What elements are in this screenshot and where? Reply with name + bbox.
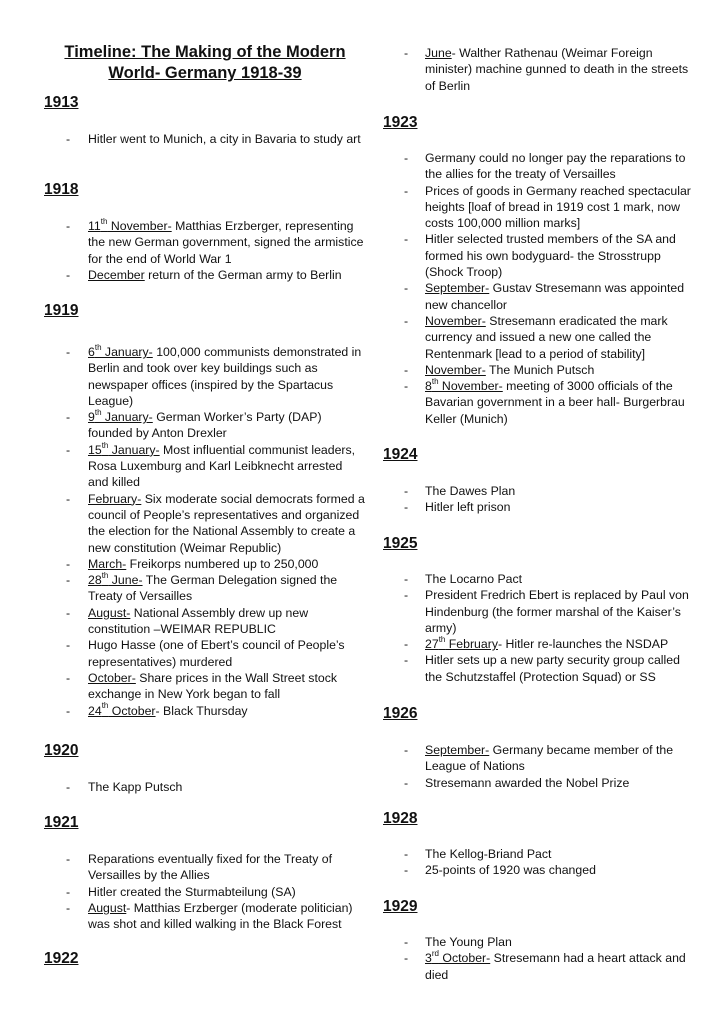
event-list <box>383 846 695 879</box>
date-month: January- <box>101 345 153 359</box>
year-heading: 1921 <box>44 814 79 831</box>
event-text: meeting of 3000 officials of the Bavarian government in a beer hall- Burgerbrau Keller (Munich) <box>425 379 685 426</box>
ordinal-suffix: th <box>101 440 109 450</box>
ordinal-suffix: th <box>101 571 109 581</box>
event-text: Six moderate social democrats formed a council of People’s representatives and organized the election for the National Assembly to create a new constitution (Weimar Republic) <box>88 491 365 555</box>
event-list <box>44 851 366 932</box>
bullet-dash: - <box>404 484 409 498</box>
event-text: - Walther Rathenau (Weimar Foreign minister) machine gunned to death in the streets of Berlin <box>425 46 689 93</box>
event-date: September- <box>425 281 490 296</box>
event-text: Stresemann eradicated the mark currency and issued a new one called the Rentenmark [lead to a period of stability] <box>425 313 668 361</box>
date-day: 28 <box>88 573 102 588</box>
event-text: Prices of goods in Germany reached spectacular heights [loaf of bread in 1919 cost 1 mark, now costs 100,000 million marks] <box>425 183 691 231</box>
event-item <box>44 779 366 795</box>
year-heading: 1920 <box>44 742 79 759</box>
bullet-dash: - <box>404 775 409 790</box>
event-item <box>383 499 695 515</box>
event-item <box>383 587 695 636</box>
event-text: - Black Thursday <box>155 703 248 718</box>
event-item <box>383 483 695 499</box>
event-item <box>383 862 695 878</box>
event-text: Most influential communist leaders, Rosa Luxemburg and Karl Leibknecht arrested and killed <box>88 442 356 490</box>
event-item <box>44 442 366 491</box>
event-text: The German Delegation signed the Treaty of Versailles <box>88 573 338 604</box>
event-text: The Munich Putsch <box>485 362 595 377</box>
event-item <box>383 280 695 313</box>
event-item <box>383 652 695 685</box>
bullet-dash: - <box>404 743 409 757</box>
event-item <box>44 556 366 572</box>
event-item <box>383 313 695 362</box>
event-date <box>88 216 172 233</box>
event-text: The Locarno Pact <box>425 572 523 586</box>
bullet-dash: - <box>66 703 71 718</box>
bullet-dash: - <box>66 410 71 425</box>
event-text: President Fredrich Ebert is replaced by Paul von Hindenburg (the former marshal of the Kaiser’s army) <box>425 588 689 635</box>
event-date <box>88 342 153 359</box>
date-month: November- <box>107 219 172 233</box>
date-day: 15 <box>88 442 102 457</box>
event-item <box>383 950 695 983</box>
event-text: - Matthias Erzberger (moderate politician) was shot and killed walking in the Black Forest <box>88 900 353 932</box>
event-item <box>383 934 695 950</box>
bullet-dash: - <box>66 132 71 146</box>
bullet-dash: - <box>66 605 71 620</box>
bullet-dash: - <box>404 847 409 861</box>
bullet-dash: - <box>404 151 409 165</box>
event-item <box>383 571 695 587</box>
event-list <box>44 131 366 147</box>
year-heading: 1925 <box>383 535 418 552</box>
event-item <box>383 846 695 862</box>
event-text: Freikorps numbered up to 250,000 <box>126 556 319 571</box>
date-day: 24 <box>88 703 102 718</box>
event-item <box>383 45 695 94</box>
year-heading: 1928 <box>383 810 418 827</box>
ordinal-suffix: th <box>100 216 108 226</box>
bullet-dash: - <box>404 637 409 652</box>
event-item <box>44 851 366 884</box>
date-day: 3 <box>425 951 432 966</box>
event-text: Hitler left prison <box>425 500 511 515</box>
bullet-dash: - <box>66 491 71 506</box>
event-item <box>44 572 366 605</box>
event-text: The Young Plan <box>425 935 512 949</box>
bullet-dash: - <box>66 670 71 685</box>
event-item <box>383 183 695 232</box>
event-text: 100,000 communists demonstrated in Berlin and took over key buildings such as newspaper offices (inspired by the Spartacus League) <box>88 345 362 408</box>
event-text: Matthias Erzberger, representing the new German government, signed the armistice for the end of World War 1 <box>88 219 364 266</box>
event-text: The Kellog-Briand Pact <box>425 847 552 861</box>
event-item <box>44 267 366 283</box>
event-date: August- <box>88 605 131 620</box>
bullet-dash: - <box>66 573 71 588</box>
event-text: Hitler selected trusted members of the SA and formed his own bodyguard- the Strosstrupp (Shock Troop) <box>425 232 676 280</box>
ordinal-suffix: th <box>94 342 102 352</box>
bullet-dash: - <box>404 935 409 949</box>
bullet-dash: - <box>404 183 409 198</box>
bullet-dash: - <box>404 281 409 296</box>
event-list <box>383 45 695 94</box>
event-item <box>44 218 366 267</box>
event-item <box>44 703 366 719</box>
event-date <box>88 440 160 457</box>
event-date: June <box>425 46 452 60</box>
event-date: August <box>88 900 127 915</box>
event-item <box>44 900 366 933</box>
event-date: February- <box>88 491 142 506</box>
bullet-dash: - <box>404 653 409 668</box>
bullet-dash: - <box>404 379 409 394</box>
event-text: Stresemann had a heart attack and died <box>425 951 686 982</box>
event-item <box>383 378 695 427</box>
ordinal-suffix: rd <box>431 949 439 959</box>
event-date <box>425 637 498 651</box>
year-heading: 1923 <box>383 114 418 131</box>
event-text: The Kapp Putsch <box>88 780 183 794</box>
date-month: October <box>108 703 156 718</box>
date-month: February <box>445 637 498 652</box>
event-list <box>44 779 366 795</box>
bullet-dash: - <box>404 951 409 966</box>
year-heading: 1919 <box>44 302 79 319</box>
bullet-dash: - <box>404 588 409 603</box>
event-text: Germany could no longer pay the reparations to the allies for the treaty of Versailles <box>425 151 686 182</box>
bullet-dash: - <box>404 500 409 515</box>
event-date <box>425 951 490 965</box>
event-text: Hitler created the Sturmabteilung (SA) <box>88 884 296 899</box>
event-item <box>44 491 366 556</box>
event-date: November- <box>425 313 486 328</box>
bullet-dash: - <box>66 442 71 457</box>
year-heading: 1929 <box>383 898 418 915</box>
date-day: 27 <box>425 637 439 652</box>
page-title: Timeline: The Making of the Modern World- Germany 1918-39 <box>64 43 346 82</box>
event-item <box>383 362 695 378</box>
event-text: German Worker’s Party (DAP) founded by Anton Drexler <box>88 410 322 441</box>
ordinal-suffix: th <box>94 408 102 418</box>
event-item <box>44 344 366 409</box>
event-item <box>44 670 366 703</box>
year-heading: 1913 <box>44 94 79 111</box>
bullet-dash: - <box>66 852 71 866</box>
bullet-dash: - <box>66 345 71 359</box>
bullet-dash: - <box>66 884 71 899</box>
date-day: 6 <box>88 345 95 359</box>
bullet-dash: - <box>66 267 71 282</box>
event-item <box>44 409 366 442</box>
event-item <box>383 150 695 183</box>
date-month: January- <box>108 442 160 457</box>
event-item <box>383 636 695 652</box>
event-list <box>383 934 695 983</box>
event-date <box>425 379 503 393</box>
event-item <box>383 742 695 775</box>
bullet-dash: - <box>404 572 409 586</box>
event-text: Stresemann awarded the Nobel Prize <box>425 775 630 790</box>
event-text: Germany became member of the League of Nations <box>425 743 674 774</box>
bullet-dash: - <box>404 863 409 878</box>
ordinal-suffix: th <box>101 701 109 711</box>
date-day: 9 <box>88 410 95 425</box>
ordinal-suffix: th <box>431 377 439 387</box>
ordinal-suffix: th <box>438 635 446 645</box>
date-month: June- <box>108 573 143 588</box>
event-text: - Hitler re-launches the NSDAP <box>497 637 669 652</box>
date-day: 8 <box>425 379 432 394</box>
year-heading: 1918 <box>44 181 79 198</box>
date-month: November- <box>438 379 503 394</box>
event-text: Hugo Hasse (one of Ebert’s council of People’s representatives) murdered <box>88 638 345 669</box>
bullet-dash: - <box>66 219 71 233</box>
event-text: 25-points of 1920 was changed <box>425 863 596 878</box>
year-heading: 1924 <box>383 446 418 463</box>
bullet-dash: - <box>404 313 409 328</box>
event-item <box>383 231 695 280</box>
event-list <box>383 742 695 791</box>
event-date: September- <box>425 743 490 757</box>
year-heading: 1926 <box>383 705 418 722</box>
date-month: January- <box>101 410 153 425</box>
bullet-dash: - <box>66 780 71 794</box>
event-item <box>44 884 366 900</box>
event-item <box>44 131 366 147</box>
bullet-dash: - <box>66 638 71 653</box>
event-text: return of the German army to Berlin <box>144 267 342 282</box>
bullet-dash: - <box>404 46 409 60</box>
event-date: October- <box>88 670 136 685</box>
event-date <box>88 573 143 587</box>
event-list <box>44 218 366 283</box>
event-text: Share prices in the Wall Street stock exchange in New York began to fall <box>88 670 338 702</box>
event-list <box>383 571 695 685</box>
event-date: December <box>88 267 145 282</box>
event-item <box>44 605 366 638</box>
date-month: October- <box>438 951 491 966</box>
event-date <box>88 701 156 718</box>
event-list <box>383 483 695 516</box>
year-heading: 1922 <box>44 950 79 967</box>
event-list <box>44 344 366 719</box>
event-text: Gustav Stresemann was appointed new chancellor <box>425 281 685 312</box>
bullet-dash: - <box>66 556 71 571</box>
event-item <box>44 637 366 670</box>
event-item <box>383 775 695 791</box>
event-text: Hitler sets up a new party security group called the Schutzstaffel (Protection Squad) or SS <box>425 653 680 684</box>
event-date: March- <box>88 556 127 571</box>
date-day: 11 <box>88 219 101 233</box>
bullet-dash: - <box>404 362 409 377</box>
event-date: November- <box>425 362 486 377</box>
bullet-dash: - <box>404 232 409 247</box>
bullet-dash: - <box>66 900 71 915</box>
event-date <box>88 410 153 424</box>
event-list <box>383 150 695 427</box>
event-text: National Assembly drew up new constitution –WEIMAR REPUBLIC <box>88 605 309 637</box>
event-text: The Dawes Plan <box>425 484 516 498</box>
event-text: Reparations eventually fixed for the Treaty of Versailles by the Allies <box>88 852 333 883</box>
event-text: Hitler went to Munich, a city in Bavaria to study art <box>88 132 361 146</box>
